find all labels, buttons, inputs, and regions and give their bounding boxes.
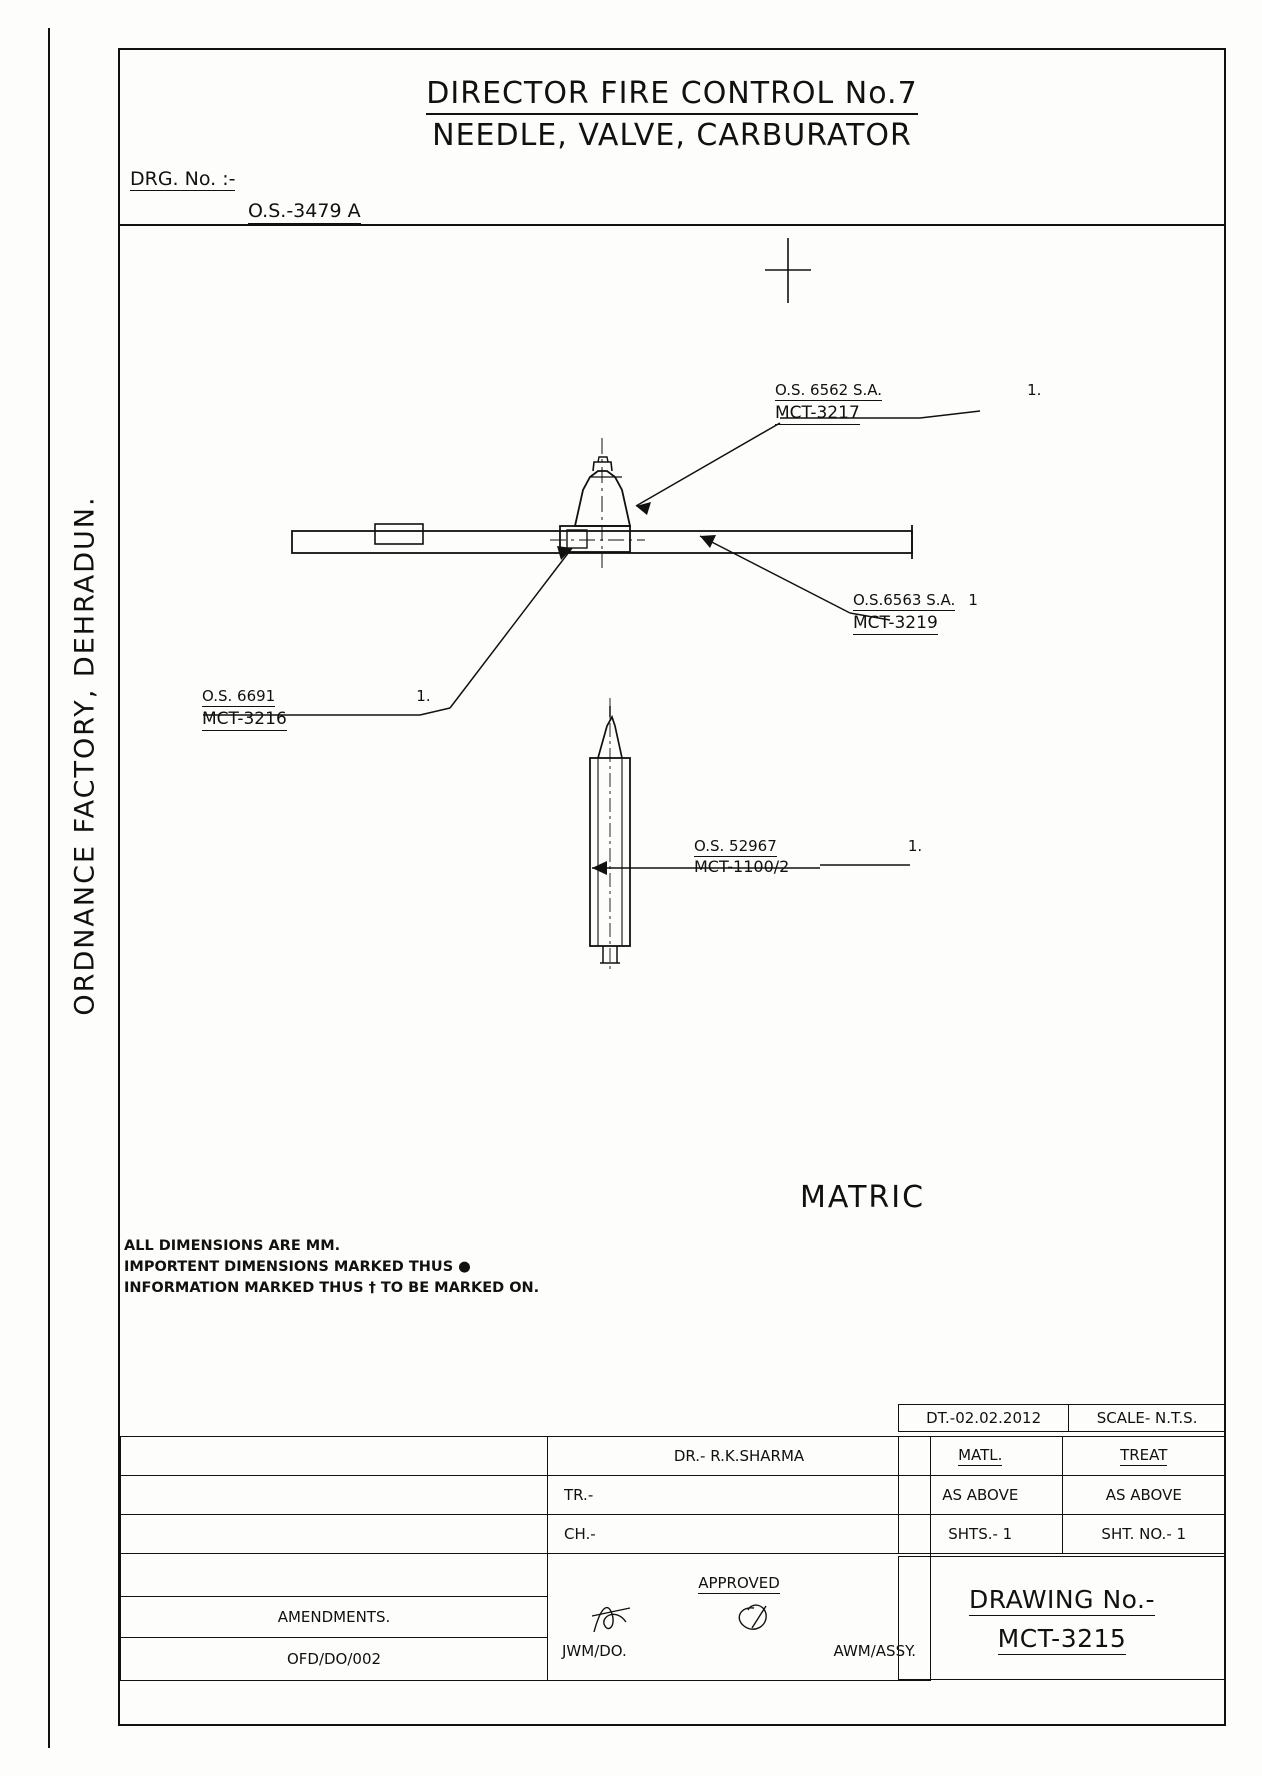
table-row [121,1515,931,1554]
material-treatment-table [898,1436,1226,1554]
note-line-2: IMPORTENT DIMENSIONS MARKED THUS ● [124,1259,471,1275]
approved-cell [548,1554,931,1681]
ch-cell: CH.- [548,1515,931,1554]
signature-glyphs [556,1594,916,1640]
amendment-row-1 [121,1437,548,1476]
drawing-no-value: MCT-3215 [997,1624,1127,1653]
amendments-value-cell: OFD/DO/002 [121,1638,548,1681]
callout-3-label: O.S. 6691 1. MCT-3216 [202,687,431,729]
approved-left: JWM/DO. [562,1642,627,1660]
amendments-table [120,1436,931,1681]
signature-area [556,1594,922,1642]
date-scale-table [898,1404,1226,1432]
date-cell: DT.-02.02.2012 [899,1405,1069,1432]
note-line-1: ALL DIMENSIONS ARE MM. [124,1238,341,1254]
units-note: MATRIC [800,1180,926,1215]
table-row [121,1476,931,1515]
matl-value: AS ABOVE [899,1476,1063,1515]
drawing-title-line-2: NEEDLE, VALVE, CARBURATOR [432,118,912,153]
technical-drawing-canvas [120,228,1224,1228]
drawing-no-label: DRAWING No.- [969,1585,1155,1614]
drawing-number-box [898,1556,1226,1680]
amendment-row-3 [121,1515,548,1554]
amendment-row-4 [121,1554,548,1597]
amendment-row-2 [121,1476,548,1515]
table-row [899,1437,1226,1476]
table-row [899,1515,1226,1554]
approved-right: AWM/ASSY. [833,1642,916,1660]
callout-1-label: O.S. 6562 S.A. 1. MCT-3217 [775,381,1042,423]
note-line-3: INFORMATION MARKED THUS † TO BE MARKED ON. [124,1280,540,1296]
table-row [899,1405,1226,1432]
drg-no-value: O.S.-3479 A [248,200,361,222]
callout-4-label: O.S. 52967 1. MCT-1100/2 [694,837,923,876]
sht-no-cell: SHT. NO.- 1 [1062,1515,1226,1554]
matl-header: MATL. [899,1437,1063,1476]
table-row [121,1554,931,1597]
dr-cell: DR.- R.K.SHARMA [548,1437,931,1476]
organization-name: ORDNANCE FACTORY, DEHRADUN. [69,495,101,1016]
table-row [899,1476,1226,1515]
approver-names [556,1642,922,1660]
title-block-header [118,48,1226,226]
drg-no-label: DRG. No. :- [130,168,236,190]
shts-cell: SHTS.- 1 [899,1515,1063,1554]
left-margin-rule [48,28,50,1748]
tr-cell: TR.- [548,1476,931,1515]
approved-label: APPROVED [698,1574,780,1592]
drawing-title-line-1: DIRECTOR FIRE CONTROL No.7 [118,76,1226,111]
table-row [121,1437,931,1476]
treat-header: TREAT [1062,1437,1226,1476]
callout-2-label: O.S.6563 S.A. 1 MCT-3219 [853,591,978,633]
treat-value: AS ABOVE [1062,1476,1226,1515]
amendments-label-cell: AMENDMENTS. [121,1597,548,1638]
table-row [899,1557,1226,1680]
drawing-number-cell [899,1557,1226,1680]
scale-cell: SCALE- N.T.S. [1069,1405,1226,1432]
general-notes [124,1236,539,1299]
